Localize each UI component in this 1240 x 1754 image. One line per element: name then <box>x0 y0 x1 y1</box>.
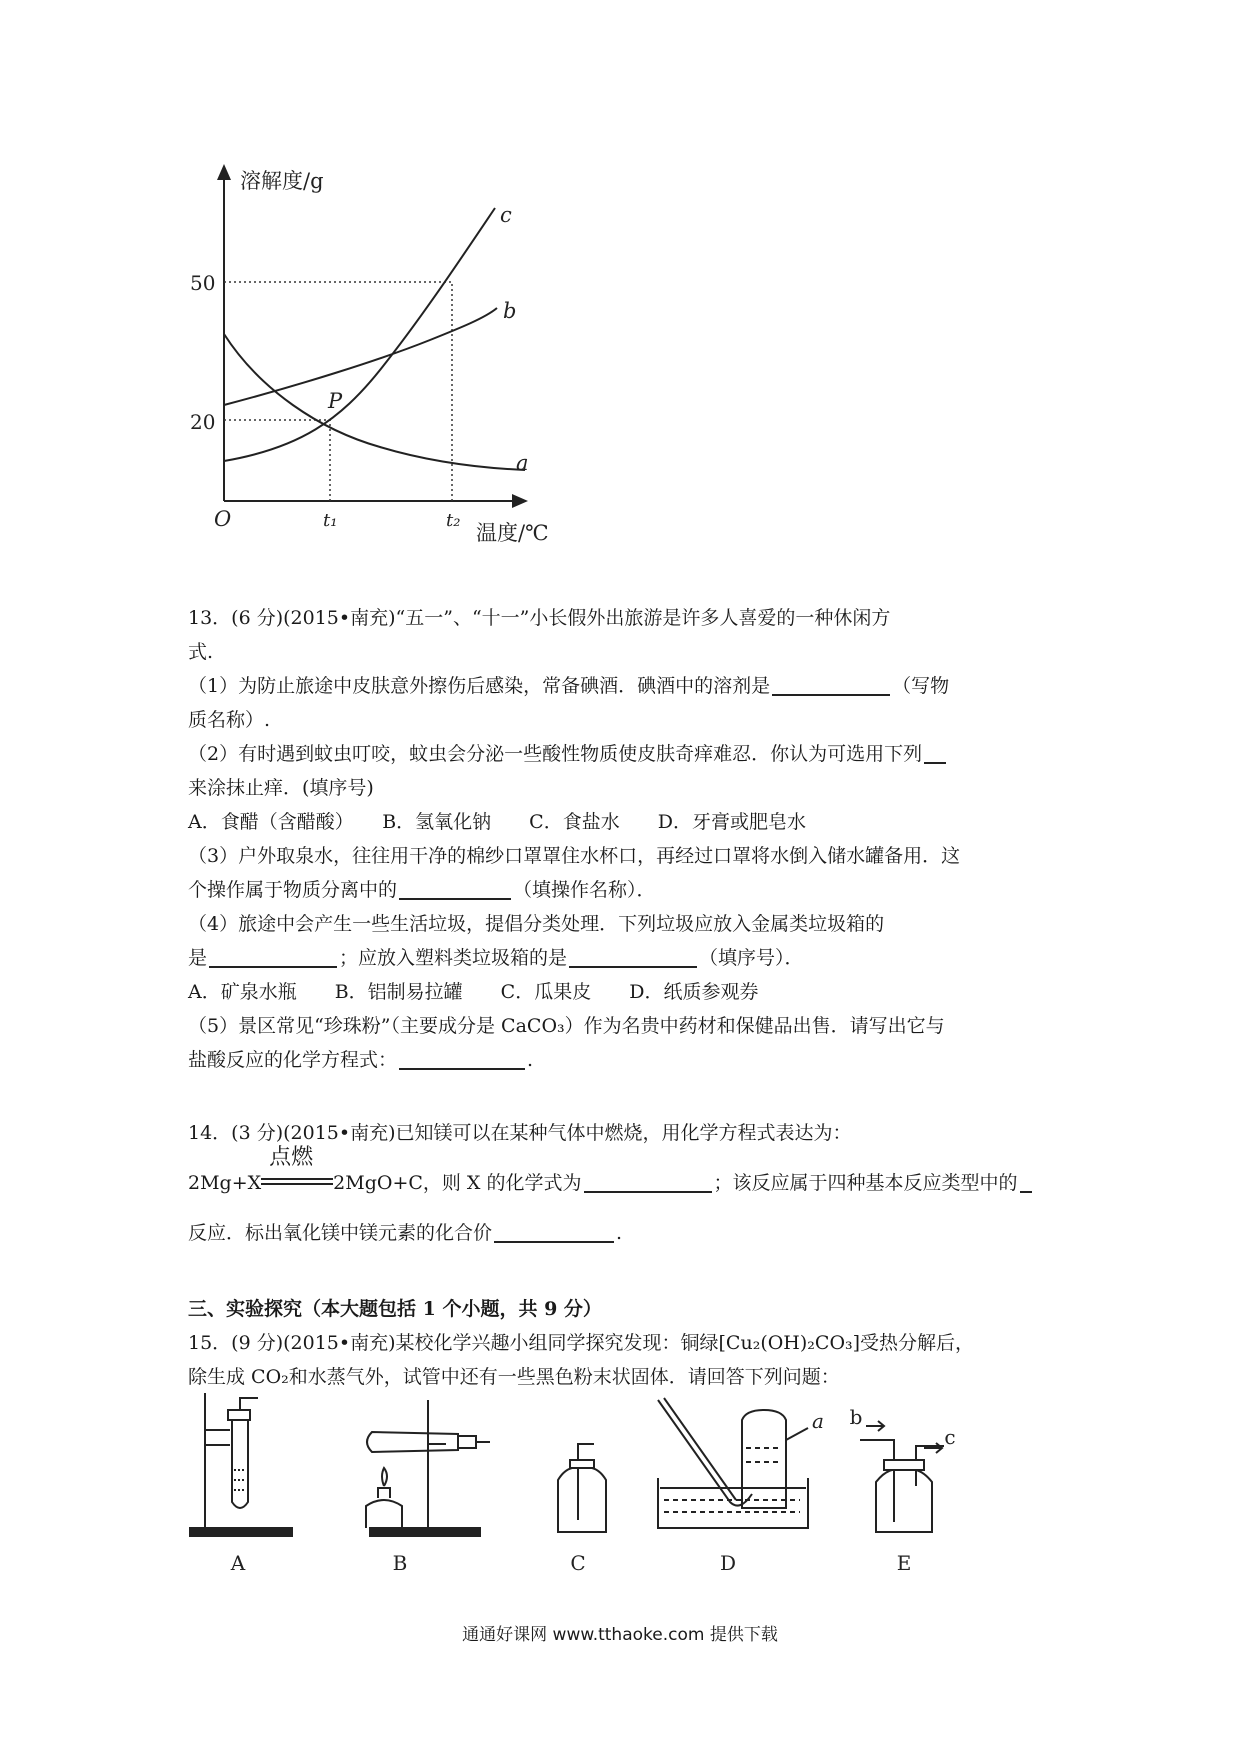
apparatus-figure <box>0 1380 1240 1600</box>
answer-blank-valence[interactable] <box>494 1219 614 1243</box>
q13-line-6: 来涂抹止痒．(填序号) <box>188 777 374 799</box>
q15-line-1: 15．(9 分)(2015•南充)某校化学兴趣小组同学探究发现：铜绿[Cu₂(OH)₂CO₃]受热分解后， <box>188 1332 975 1354</box>
apparatus-e-icon <box>860 1421 944 1532</box>
q13-line-2: 式. <box>188 641 214 663</box>
q14-line-1: 14．(3 分)(2015•南充)已知镁可以在某种气体中燃烧，用化学方程式表达为： <box>188 1122 852 1144</box>
q15-line-2: 除生成 CO₂和水蒸气外，试管中还有一些黑色粉末状固体．请回答下列问题： <box>188 1366 840 1388</box>
q13-options-2: A．食醋（含醋酸） B．氢氧化钠 C．食盐水 D．牙膏或肥皂水 <box>188 811 806 833</box>
q13-line-1: 13．(6 分)(2015•南充)“五一”、“十一”小长假外出旅游是许多人喜爱的一种休闲方 <box>188 607 891 629</box>
apparatus-label-a: A <box>230 1551 246 1575</box>
apparatus-e-outlet: c <box>944 1425 956 1449</box>
answer-blank-reaction-type[interactable] <box>1020 1169 1032 1193</box>
q13-line-14: 盐酸反应的化学方程式： . <box>188 1045 533 1075</box>
reaction-arrow <box>261 1145 333 1191</box>
x-axis-label: 温度/℃ <box>476 521 549 545</box>
apparatus-a-icon <box>190 1393 292 1536</box>
apparatus-e-inlet: b <box>849 1405 863 1429</box>
answer-blank-equation[interactable] <box>399 1046 525 1070</box>
answer-blank-formula-x[interactable] <box>584 1169 712 1193</box>
y-tick-label: 50 <box>190 271 216 295</box>
answer-blank-metal-bin[interactable] <box>209 944 337 968</box>
q13-line-5: （2）有时遇到蚊虫叮咬，蚊虫会分泌一些酸性物质使皮肤奇痒难忍．你认为可选用下列 <box>188 739 948 769</box>
q13-line-8: （3）户外取泉水，往往用干净的棉纱口罩罩住水杯口，再经过口罩将水倒入储水罐备用．这 <box>188 845 961 867</box>
x-axis-arrow <box>512 494 528 508</box>
curve-label-a: a <box>516 451 529 475</box>
curve-label-c: c <box>500 203 512 227</box>
apparatus-d-icon <box>658 1398 808 1528</box>
x-tick-label: t₁ <box>323 510 338 531</box>
condition-label: 点燃 <box>269 1145 314 1170</box>
apparatus-d-tag: a <box>812 1409 824 1433</box>
answer-blank-plastic-bin[interactable] <box>569 944 697 968</box>
point-p-label: P <box>328 389 343 413</box>
q14-line-3: 反应．标出氧化镁中镁元素的化合价 . <box>188 1218 622 1248</box>
apparatus-b-icon <box>366 1400 490 1536</box>
q13-line-10: （4）旅途中会产生一些生活垃圾，提倡分类处理．下列垃圾应放入金属类垃圾箱的 <box>188 913 885 935</box>
apparatus-label-b: B <box>392 1551 408 1575</box>
page-footer: 通通好课网 www.tthaoke.com 提供下载 <box>462 1625 778 1645</box>
apparatus-label-d: D <box>719 1551 737 1575</box>
q13-line-4: 质名称）. <box>188 709 271 731</box>
answer-blank-operation[interactable] <box>399 876 511 900</box>
x-tick-label: t₂ <box>446 510 461 531</box>
guide-20-t1 <box>224 420 330 501</box>
curve-label-b: b <box>503 299 517 323</box>
y-axis-label: 溶解度/g <box>240 169 324 193</box>
curve-b <box>224 308 497 405</box>
answer-blank-solvent[interactable] <box>772 672 890 696</box>
section-heading: 三、实验探究（本大题包括 1 个小题，共 9 分） <box>188 1298 602 1320</box>
q13-options-4: A．矿泉水瓶 B．铝制易拉罐 C．瓜果皮 D．纸质参观券 <box>188 981 759 1003</box>
origin-label: O <box>214 507 232 531</box>
q13-line-3: （1）为防止旅途中皮肤意外擦伤后感染，常备碘酒．碘酒中的溶剂是 （写物 <box>188 671 949 701</box>
apparatus-label-c: C <box>570 1551 586 1575</box>
y-axis-arrow <box>217 164 231 180</box>
answer-blank-remedy[interactable] <box>924 740 946 764</box>
apparatus-label-e: E <box>896 1551 912 1575</box>
q13-line-9: 个操作属于物质分离中的 （填操作名称）． <box>188 875 656 905</box>
solubility-chart <box>0 0 1240 560</box>
q14-equation-line: 2Mg+X 点燃 2MgO+C，则 X 的化学式为 ；该反应属于四种基本反应类型中的 <box>188 1168 1034 1198</box>
y-tick-label: 20 <box>190 410 216 434</box>
apparatus-c-icon <box>558 1444 606 1532</box>
curve-c <box>224 208 495 461</box>
q13-line-13: （5）景区常见“珍珠粉”（主要成分是 CaCO₃）作为名贵中药材和保健品出售．请写出它与 <box>188 1015 945 1037</box>
q13-line-11: 是 ；应放入塑料类垃圾箱的是 （填序号）． <box>188 943 804 973</box>
